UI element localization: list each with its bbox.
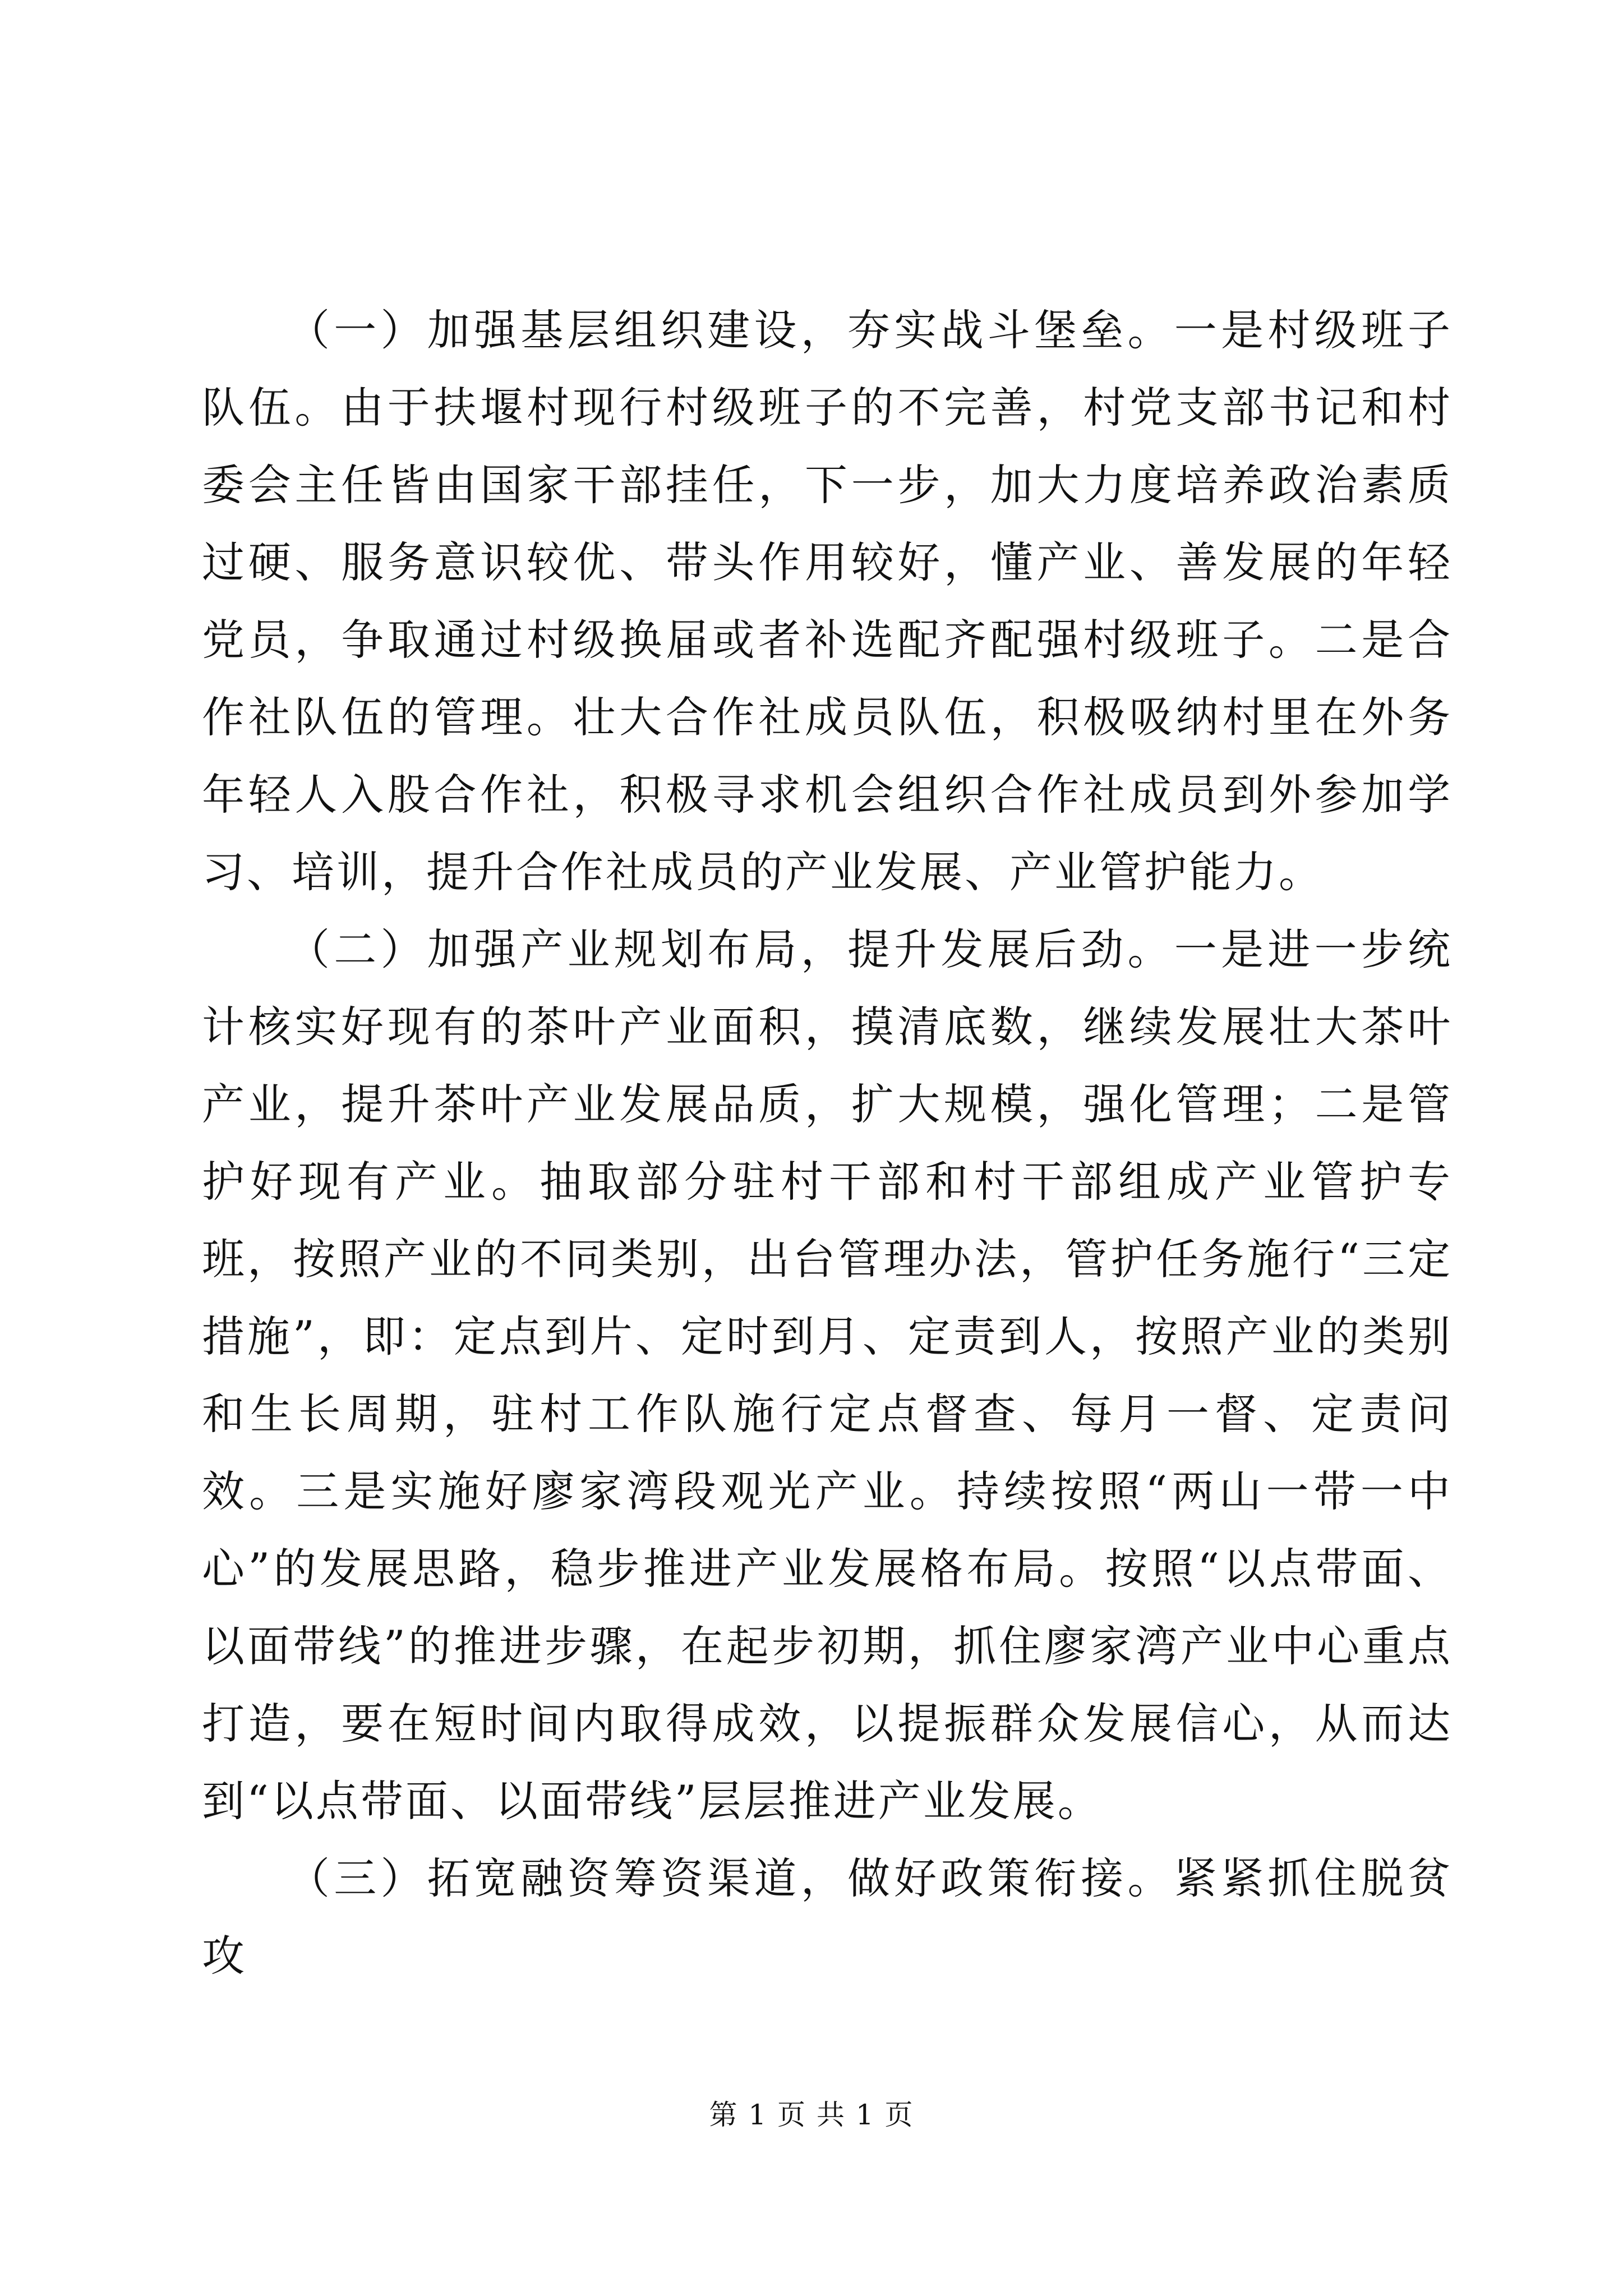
document-body [202,292,1453,1995]
paragraph-3: （三）拓宽融资筹资渠道，做好政策衔接。紧紧抓住脱贫攻 [202,1853,1453,1981]
paragraph-1: （一）加强基层组织建设，夯实战斗堡垒。一是村级班子队伍。由于扶堰村现行村级班子的不完善，村党支部书记和村委会主任皆由国家干部挂任，下一步，加大力度培养政治素质过硬、服务意识较优、带头作用较好，懂产业、善发展的年轻党员，争取通过村级换届或者补选配齐配强村级班子。二是合作社队伍的管理。壮大合作社成员队伍，积极吸纳村里在外务年轻人入股合作社，积极寻求机会组织合作社成员到外参加学习、培训，提升合作社成员的产业发展、产业管护能力。 [202,305,1453,897]
page-number-label: 第 1 页 共 1 页 [709,2099,914,2131]
page-footer [0,2098,1623,2132]
paragraph-2: （二）加强产业规划布局，提升发展后劲。一是进一步统计核实好现有的茶叶产业面积，摸清底数，继续发展壮大茶叶产业，提升茶叶产业发展品质，扩大规模，强化管理；二是管护好现有产业。抽取部分驻村干部和村干部组成产业管护专班，按照产业的不同类别，出台管理办法，管护任务施行“三定措施”，即：定点到片、定时到月、定责到人，按照产业的类别和生长周期，驻村工作队施行定点督查、每月一督、定责问效。三是实施好廖家湾段观光产业。持续按照“两山一带一中心”的发展思路，稳步推进产业发展格布局。按照“以点带面、以面带线”的推进步骤，在起步初期，抓住廖家湾产业中心重点打造，要在短时间内取得成效，以提振群众发展信心，从而达到“以点带面、以面带线”层层推进产业发展。 [202,924,1453,1826]
